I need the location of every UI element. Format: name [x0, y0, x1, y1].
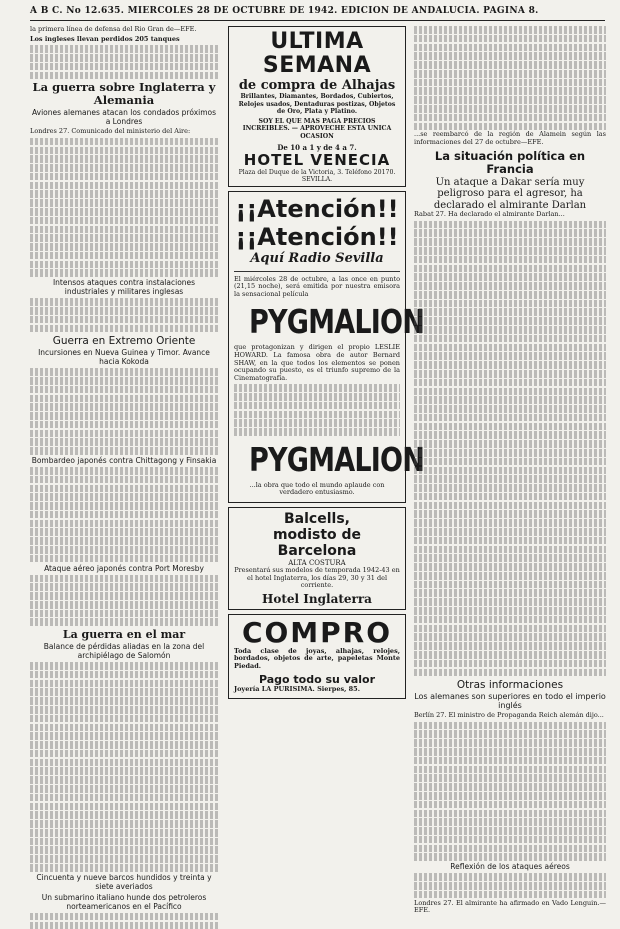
- headline-guerra-mar: La guerra en el mar: [62, 628, 186, 642]
- column-right: [414, 26, 606, 915]
- ad-address: Plaza del Duque de la Victoria, 3. Teléfono 20170. SEVILLA.: [238, 168, 396, 183]
- ad-hours: De 10 a 1 y de 4 a 7.: [277, 142, 357, 152]
- subhead-aviones: Aviones alemanes atacan los condados próximos a Londres: [31, 108, 217, 127]
- atencion-1: ¡¡Atención!!: [235, 194, 399, 223]
- subhead-dakar: Un ataque a Dakar sería muy peligroso para el agresor, ha declarado el almirante Darlan: [433, 176, 587, 211]
- column-left: [30, 25, 218, 911]
- subhead-port-moresby: Ataque aéreo japonés contra Port Moresby: [44, 563, 204, 573]
- compro-text: Toda clase de joyas, alhajas, relojes, bordados, objetos de arte, papeletas Monte Piedad.: [234, 646, 400, 670]
- headline-extremo-oriente: Guerra en Extremo Oriente: [52, 335, 196, 348]
- subhead-imperio: Los alemanes son superiores en todo el imperio inglés: [414, 692, 606, 711]
- ad-radio-sevilla: [228, 191, 425, 503]
- balcells-title: Balcells,: [284, 511, 350, 527]
- article-text-intro: ...se reembarcó de la región de Alamein según las informaciones del 27 de octubre—EFE.: [414, 130, 606, 146]
- ad-balcells: [228, 507, 406, 610]
- headline-inglaterra-alemania: La guerra sobre Inglaterra y Alemania: [32, 80, 216, 108]
- pygmalion-2: PYGMALION: [248, 439, 425, 479]
- subhead-submarino: Un submarino italiano hunde dos petroleros norteamericanos en el Pacífico: [41, 892, 207, 911]
- ad-text: Brillantes, Diamantes, Bordados, Cubiertos, Relojes usados, Dentaduras postizas, Objetos de Oro, Plata y Platino.: [238, 93, 396, 116]
- compro-foot: Joyería LA PURISIMA. Sierpes, 85.: [234, 684, 360, 693]
- balcells-text: Presentará sus modelos de temporada 1942-43 en el hotel Inglaterra, los días 29, 30 y 31 del corriente.: [234, 566, 400, 590]
- pygmalion-1: PYGMALION: [248, 302, 425, 342]
- balcells-alta: ALTA COSTURA: [288, 559, 346, 567]
- radio-text-3: ...la obra que todo el mundo aplaude con verdadero entusiasmo.: [249, 480, 385, 497]
- ad-compro: [228, 614, 406, 699]
- ad-alhajas: [228, 26, 406, 187]
- subhead-nueva-guinea: Incursiones en Nueva Guinea y Timor. Avance hacia Kokoda: [38, 348, 210, 367]
- radio-text-1: El miércoles 28 de octubre, a las once en punto (21,15 noche), será emitida por nuestra emisora la sensacional película: [234, 274, 400, 298]
- article-berlin: Berlín 27. El ministro de Propaganda Reich alemán dijo...: [414, 711, 604, 720]
- radio-sevilla: Aquí Radio Sevilla: [250, 250, 384, 266]
- subhead-ataques: Intensos ataques contra instalaciones industriales y militares inglesas: [52, 278, 196, 297]
- ad-ultima-semana: ULTIMA SEMANA: [262, 29, 372, 78]
- subhead-ataques-aereos: Reflexión de los ataques aéreos: [450, 862, 570, 872]
- subhead-cincuenta: Cincuenta y nueve barcos hundidos y treinta y siete averiados: [36, 872, 212, 891]
- article-darlan: Rabat 27. Ha declarado el almirante Darlan...: [414, 210, 565, 219]
- balcells-sub: modisto de Barcelona: [272, 527, 362, 559]
- intro-text: la primera línea de defensa del Rio Gran de—EFE.: [30, 25, 197, 33]
- headline-otras: Otras informaciones: [456, 679, 564, 692]
- column-center: [228, 26, 425, 826]
- article-london: Londres 27. El almirante ha afirmado en Vado Lenguin.—EFE.: [414, 898, 606, 915]
- ad-note: SOY EL QUE MAS PAGA PRECIOS INCREIBLES. — APROVECHE ESTA UNICA OCASION: [242, 117, 392, 140]
- compro-title: COMPRO: [241, 615, 393, 649]
- article-text: Londres 27. Comunicado del ministerio del Aire:: [30, 127, 191, 136]
- atencion-2: ¡¡Atención!!: [235, 222, 399, 251]
- ad-compra-alhajas: de compra de Alhajas: [238, 78, 396, 93]
- headline-francia: La situación política en Francia: [434, 148, 586, 176]
- compro-pay: Pago todo su valor: [258, 672, 376, 686]
- intro-headline: Los ingleses llevan perdidos 205 tanques: [30, 34, 180, 43]
- ad-hotel-venecia: HOTEL VENECIA: [243, 150, 391, 169]
- radio-text-2: que protagonizan y dirigen el propio LESLIE HOWARD. La famosa obra de autor Bernard SHAW, en la que todos los elementos se ponen ocupando su puesto, es el triunfo supremo de la Cinematografía.: [234, 343, 400, 382]
- page-header: A B C. No 12.635. MIERCOLES 28 DE OCTUBRE DE 1942. EDICION DE ANDALUCIA. PAGINA 8.: [30, 2, 605, 21]
- subhead-chittagong: Bombardeo japonés contra Chittagong y Finsakia: [31, 455, 217, 465]
- balcells-hotel: Hotel Inglaterra: [262, 591, 372, 606]
- subhead-salomon: Balance de pérdidas aliadas en la zona del archipiélago de Salomón: [43, 642, 205, 661]
